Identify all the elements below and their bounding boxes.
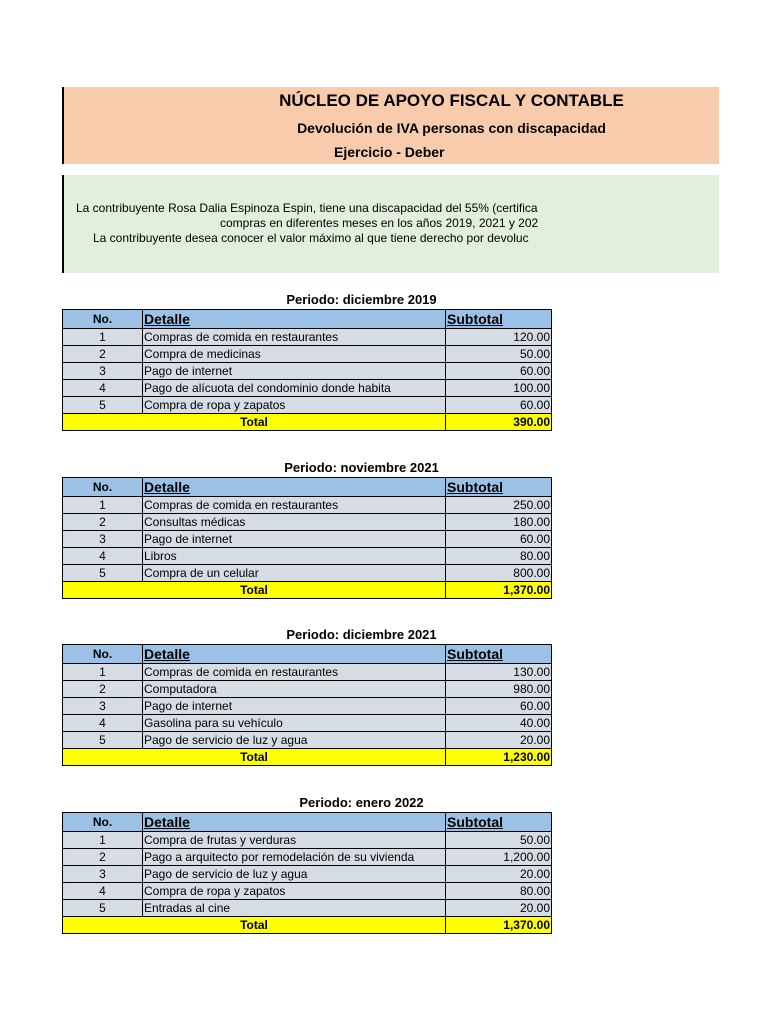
table-row [63,866,552,883]
table-row [63,363,552,380]
table-header-row [63,478,552,497]
total-value: 1,370.00 [446,582,552,599]
row-subtotal: 130.00 [446,664,552,681]
total-row [63,749,552,766]
row-number: 2 [63,346,143,363]
column-header-no: No. [63,478,143,497]
row-number: 4 [63,548,143,565]
row-subtotal: 180.00 [446,514,552,531]
table-header-row [63,645,552,664]
period-title: Periodo: enero 2022 [299,795,424,810]
row-subtotal: 60.00 [446,698,552,715]
column-header-no: No. [63,310,143,329]
row-detail: Consultas médicas [143,514,446,531]
column-header-detail: Detalle [143,310,446,329]
total-row [63,917,552,934]
total-row [63,582,552,599]
table-row [63,346,552,363]
table-row [63,497,552,514]
description-line-3: La contribuyente desea conocer el valor máximo al que tiene derecho por devoluc [93,231,529,245]
purchases-table [62,477,552,599]
purchases-table [62,812,552,934]
row-detail: Compras de comida en restaurantes [143,497,446,514]
column-header-subtotal: Subtotal [446,478,552,497]
exercise-label: Ejercicio - Deber [334,144,445,160]
row-subtotal: 50.00 [446,832,552,849]
total-value: 1,370.00 [446,917,552,934]
row-subtotal: 1,200.00 [446,849,552,866]
row-detail: Pago a arquitecto por remodelación de su vivienda [143,849,446,866]
row-detail: Libros [143,548,446,565]
table-row [63,514,552,531]
table-row [63,548,552,565]
purchases-table [62,309,552,431]
table-row [63,664,552,681]
row-number: 5 [63,397,143,414]
row-number: 3 [63,866,143,883]
total-label: Total [63,917,446,934]
table-row [63,883,552,900]
period-section [62,794,551,934]
table-row [63,397,552,414]
table-row [63,849,552,866]
row-number: 1 [63,497,143,514]
row-detail: Compra de un celular [143,565,446,582]
total-label: Total [63,414,446,431]
period-title: Periodo: diciembre 2019 [286,292,437,307]
row-number: 1 [63,832,143,849]
period-section [62,626,551,766]
purchases-table [62,644,552,766]
table-header-row [63,813,552,832]
row-detail: Pago de internet [143,698,446,715]
column-header-no: No. [63,645,143,664]
table-row [63,715,552,732]
total-label: Total [63,749,446,766]
total-label: Total [63,582,446,599]
row-number: 2 [63,514,143,531]
row-subtotal: 250.00 [446,497,552,514]
table-row [63,698,552,715]
row-detail: Compra de frutas y verduras [143,832,446,849]
column-header-no: No. [63,813,143,832]
row-detail: Pago de internet [143,363,446,380]
column-header-subtotal: Subtotal [446,813,552,832]
row-detail: Compra de medicinas [143,346,446,363]
row-subtotal: 50.00 [446,346,552,363]
column-header-subtotal: Subtotal [446,310,552,329]
row-detail: Entradas al cine [143,900,446,917]
row-number: 3 [63,363,143,380]
row-number: 1 [63,664,143,681]
period-title: Periodo: diciembre 2021 [286,627,437,642]
column-header-subtotal: Subtotal [446,645,552,664]
row-subtotal: 20.00 [446,866,552,883]
row-number: 5 [63,732,143,749]
description-box [62,175,719,273]
description-line-1: La contribuyente Rosa Dalia Espinoza Espin, tiene una discapacidad del 55% (certifica [76,201,538,215]
header-banner [62,87,719,164]
row-subtotal: 60.00 [446,397,552,414]
table-row [63,329,552,346]
column-header-detail: Detalle [143,645,446,664]
row-detail: Pago de servicio de luz y agua [143,866,446,883]
row-detail: Compra de ropa y zapatos [143,397,446,414]
row-number: 3 [63,531,143,548]
row-subtotal: 20.00 [446,900,552,917]
row-subtotal: 80.00 [446,883,552,900]
column-header-detail: Detalle [143,813,446,832]
row-number: 2 [63,849,143,866]
row-detail: Pago de internet [143,531,446,548]
period-title: Periodo: noviembre 2021 [284,460,439,475]
row-subtotal: 120.00 [446,329,552,346]
table-row [63,681,552,698]
page-title: NÚCLEO DE APOYO FISCAL Y CONTABLE [279,91,624,110]
row-number: 2 [63,681,143,698]
table-row [63,832,552,849]
column-header-detail: Detalle [143,478,446,497]
row-detail: Pago de servicio de luz y agua [143,732,446,749]
description-line-2: compras en diferentes meses en los años 2019, 2021 y 202 [220,216,539,230]
row-detail: Compra de ropa y zapatos [143,883,446,900]
row-number: 3 [63,698,143,715]
page-subtitle: Devolución de IVA personas con discapacidad [297,120,606,136]
row-detail: Compras de comida en restaurantes [143,329,446,346]
row-subtotal: 980.00 [446,681,552,698]
period-section [62,291,551,431]
row-subtotal: 800.00 [446,565,552,582]
row-detail: Gasolina para su vehículo [143,715,446,732]
row-detail: Computadora [143,681,446,698]
total-value: 1,230.00 [446,749,552,766]
row-detail: Pago de alícuota del condominio donde habita [143,380,446,397]
period-section [62,459,551,599]
total-row [63,414,552,431]
row-number: 4 [63,715,143,732]
row-subtotal: 40.00 [446,715,552,732]
row-subtotal: 80.00 [446,548,552,565]
row-number: 5 [63,900,143,917]
row-subtotal: 60.00 [446,531,552,548]
row-subtotal: 20.00 [446,732,552,749]
table-row [63,900,552,917]
table-row [63,565,552,582]
row-number: 1 [63,329,143,346]
total-value: 390.00 [446,414,552,431]
table-row [63,380,552,397]
row-number: 4 [63,380,143,397]
row-detail: Compras de comida en restaurantes [143,664,446,681]
table-header-row [63,310,552,329]
table-row [63,531,552,548]
row-number: 5 [63,565,143,582]
row-subtotal: 60.00 [446,363,552,380]
table-row [63,732,552,749]
row-subtotal: 100.00 [446,380,552,397]
row-number: 4 [63,883,143,900]
